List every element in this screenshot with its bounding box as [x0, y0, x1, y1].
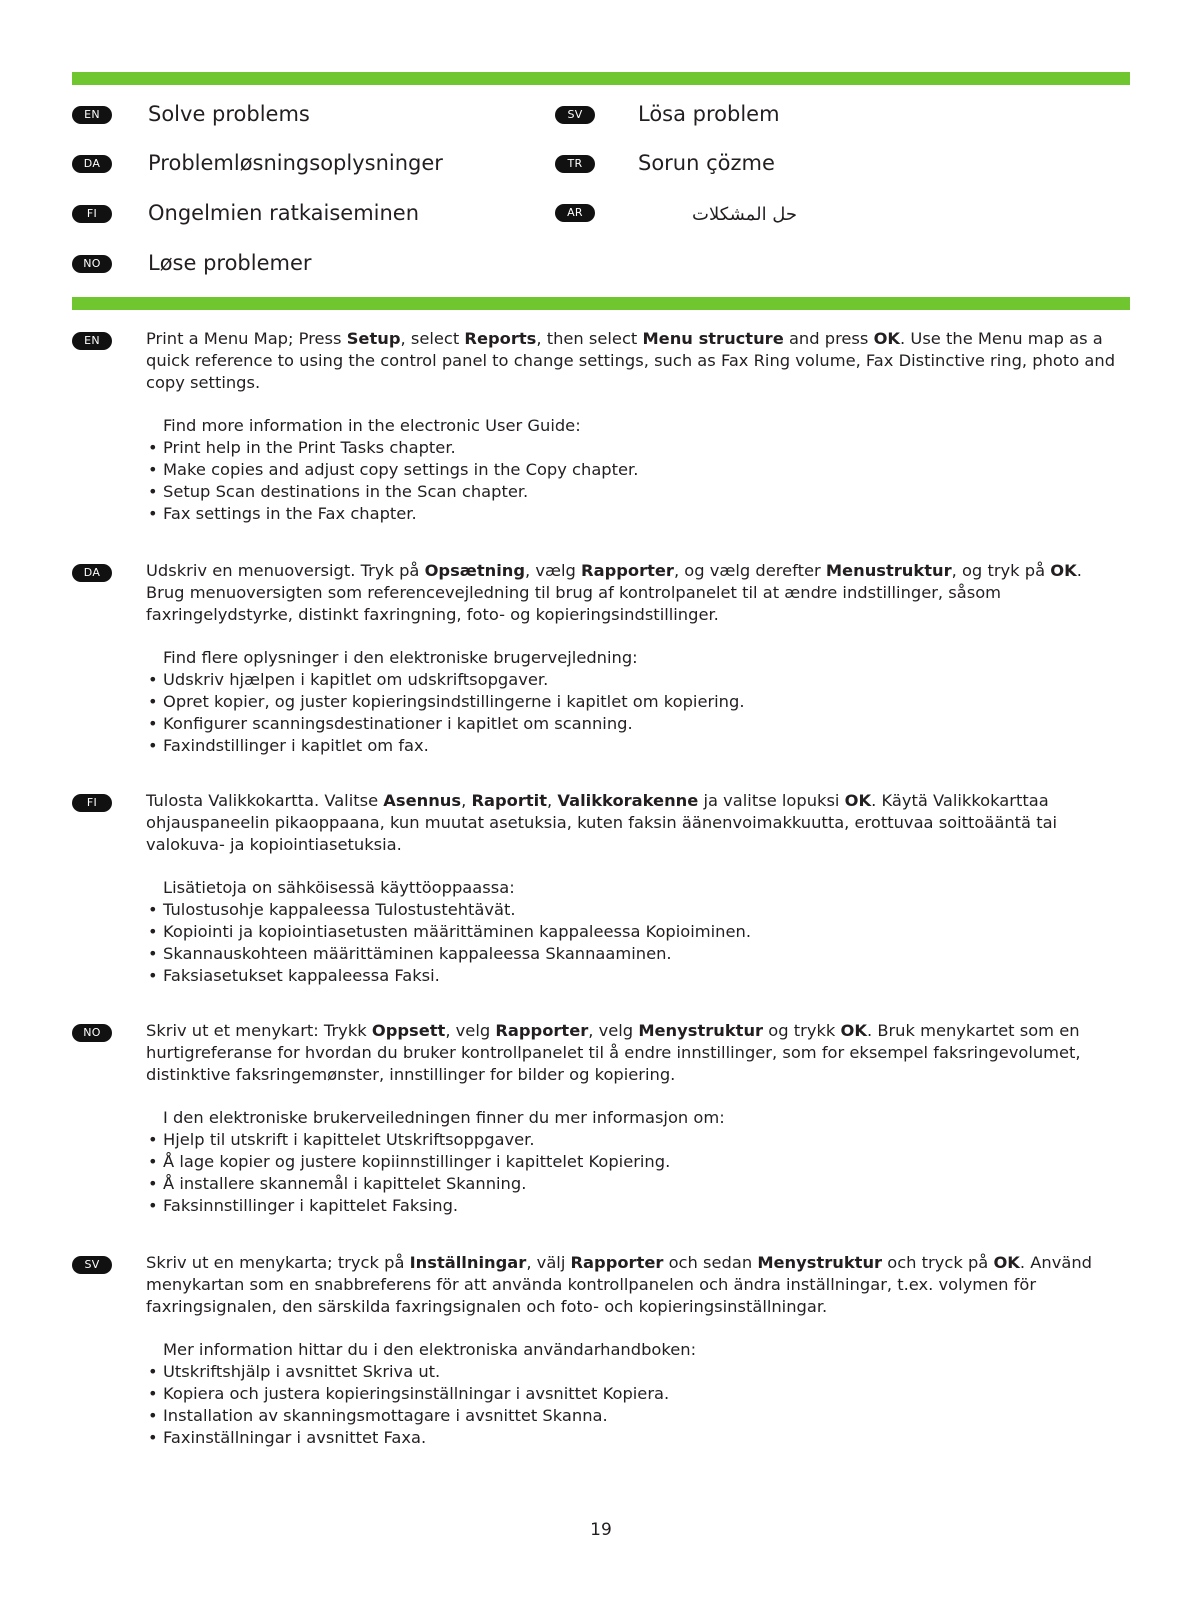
language-badge-fi: FI: [72, 205, 112, 223]
menu-command-text: Menu structure: [642, 329, 784, 348]
header-title-en: Solve problems: [148, 102, 310, 126]
header-bottom-rule: [72, 297, 1130, 310]
body-text: och sedan: [663, 1253, 758, 1272]
list-item: • Å lage kopier og justere kopiinnstillinger i kapittelet Kopiering.: [146, 1151, 1121, 1173]
section-en: [146, 328, 1121, 525]
header-title-fi: Ongelmien ratkaiseminen: [148, 201, 420, 225]
section-badge-da: DA: [72, 564, 112, 582]
section-sv: [146, 1252, 1121, 1449]
list-item: • Konfigurer scanningsdestinationer i kapitlet om scanning.: [146, 713, 1121, 735]
body-text: , then select: [536, 329, 643, 348]
list-item: • Hjelp til utskrift i kapittelet Utskriftsoppgaver.: [146, 1129, 1121, 1151]
body-text: ,: [547, 791, 558, 810]
section-badge-en: EN: [72, 332, 112, 350]
body-text: , välj: [526, 1253, 571, 1272]
bullet-list-sv: [146, 1361, 1121, 1449]
body-text: och tryck på: [882, 1253, 994, 1272]
section-da: [146, 560, 1121, 757]
body-text: . Använd menykartan som en snabbreferens för att använda kontrollpanelen och ändra inställningar, t.ex. volymen för faxringsignalen, den särskilda faxringsignalen och foto- och kopieringsinställningar.: [146, 1253, 1092, 1316]
menu-command-text: Rapporter: [570, 1253, 664, 1272]
section-intro-no: I den elektroniske brukerveiledningen finner du mer informasjon om:: [163, 1108, 725, 1127]
list-item: • Print help in the Print Tasks chapter.: [146, 437, 1121, 459]
menu-command-text: Rapporter: [581, 561, 674, 580]
body-text: Tulosta Valikkokartta. Valitse: [146, 791, 384, 810]
page-number: 19: [590, 1520, 612, 1540]
section-badge-fi: FI: [72, 794, 112, 812]
menu-command-text: Rapporter: [495, 1021, 589, 1040]
list-item: • Installation av skanningsmottagare i avsnittet Skanna.: [146, 1405, 1121, 1427]
body-text: . Käytä Valikkokarttaa ohjauspaneelin pikaoppaana, kun muutat asetuksia, kuten faksin äänenvoimakkuutta, erottuvaa soittoääntä tai valokuva- ja kopiointiasetuksia.: [146, 791, 1058, 854]
list-item: • Make copies and adjust copy settings in the Copy chapter.: [146, 459, 1121, 481]
list-item: • Kopiera och justera kopieringsinställningar i avsnittet Kopiera.: [146, 1383, 1121, 1405]
header-title-da: Problemløsningsoplysninger: [148, 151, 443, 175]
menu-command-text: Oppsett: [371, 1021, 446, 1040]
menu-command-text: Reports: [464, 329, 537, 348]
menu-command-text: Menystruktur: [757, 1253, 883, 1272]
body-text: and press: [783, 329, 874, 348]
bullet-list-fi: [146, 899, 1121, 987]
section-intro-da: Find flere oplysninger i den elektroniske brugervejledning:: [163, 648, 638, 667]
menu-command-text: OK: [993, 1253, 1020, 1272]
list-item: • Opret kopier, og juster kopieringsindstillingerne i kapitlet om kopiering.: [146, 691, 1121, 713]
body-text: , og tryk på: [951, 561, 1051, 580]
body-text: Print a Menu Map; Press: [146, 329, 347, 348]
section-fi: [146, 790, 1121, 987]
list-item: • Faksinnstillinger i kapittelet Faksing.: [146, 1195, 1121, 1217]
language-badge-sv: SV: [555, 106, 595, 124]
body-text: . Brug menuoversigten som referencevejledning til brug af kontrolpanelet til at ændre indstillinger, såsom faxringelydstyrke, distinkt faxringning, foto- og kopieringsindstillinger.: [146, 561, 1082, 624]
section-badge-no: NO: [72, 1024, 112, 1042]
body-text: Udskriv en menuoversigt. Tryk på: [146, 561, 425, 580]
body-text: , velg: [445, 1021, 496, 1040]
language-badge-da: DA: [72, 155, 112, 173]
language-badge-no: NO: [72, 255, 112, 273]
language-badge-ar: AR: [555, 204, 595, 222]
section-no: [146, 1020, 1121, 1217]
language-badge-tr: TR: [555, 155, 595, 173]
list-item: • Skannauskohteen määrittäminen kappaleessa Skannaaminen.: [146, 943, 1121, 965]
list-item: • Kopiointi ja kopiointiasetusten määrittäminen kappaleessa Kopioiminen.: [146, 921, 1121, 943]
list-item: • Å installere skannemål i kapittelet Skanning.: [146, 1173, 1121, 1195]
section-body-da: [146, 560, 1121, 626]
section-badge-sv: SV: [72, 1256, 112, 1274]
list-item: • Faksiasetukset kappaleessa Faksi.: [146, 965, 1121, 987]
list-item: • Setup Scan destinations in the Scan chapter.: [146, 481, 1121, 503]
body-text: ja valitse lopuksi: [698, 791, 845, 810]
body-text: , select: [400, 329, 465, 348]
section-intro-en: Find more information in the electronic User Guide:: [163, 416, 581, 435]
body-text: ,: [461, 791, 472, 810]
body-text: , velg: [588, 1021, 639, 1040]
section-intro-sv: Mer information hittar du i den elektroniska användarhandboken:: [163, 1340, 697, 1359]
header-title-sv: Lösa problem: [638, 102, 780, 126]
body-text: , vælg: [525, 561, 582, 580]
list-item: • Faxindstillinger i kapitlet om fax.: [146, 735, 1121, 757]
menu-command-text: Menustruktur: [825, 561, 952, 580]
header-title-no: Løse problemer: [148, 251, 312, 275]
menu-command-text: OK: [844, 791, 872, 810]
section-intro-fi: Lisätietoja on sähköisessä käyttöoppaassa:: [163, 878, 515, 897]
menu-command-text: Inställningar: [409, 1253, 527, 1272]
bullet-list-no: [146, 1129, 1121, 1217]
menu-command-text: Setup: [346, 329, 401, 348]
list-item: • Faxinställningar i avsnittet Faxa.: [146, 1427, 1121, 1449]
bullet-list-da: [146, 669, 1121, 757]
menu-command-text: Raportit: [471, 791, 548, 810]
body-text: Skriv ut et menykart: Trykk: [146, 1021, 372, 1040]
menu-command-text: OK: [840, 1021, 867, 1040]
list-item: • Udskriv hjælpen i kapitlet om udskriftsopgaver.: [146, 669, 1121, 691]
body-text: og trykk: [763, 1021, 841, 1040]
header-title-tr: Sorun çözme: [638, 151, 775, 175]
menu-command-text: OK: [873, 329, 901, 348]
body-text: , og vælg derefter: [673, 561, 826, 580]
list-item: • Utskriftshjälp i avsnittet Skriva ut.: [146, 1361, 1121, 1383]
section-body-fi: [146, 790, 1121, 856]
body-text: . Bruk menykartet som en hurtigreferanse for hvordan du bruker kontrollpanelet til å endre innstillinger, som for eksempel faksringevolumet, distinktive faksringemønster, innstillinger for bilder og kopiering.: [146, 1021, 1081, 1084]
menu-command-text: Valikkorakenne: [557, 791, 699, 810]
menu-command-text: Asennus: [383, 791, 462, 810]
section-body-sv: [146, 1252, 1121, 1318]
menu-command-text: OK: [1050, 561, 1077, 580]
section-body-no: [146, 1020, 1121, 1086]
list-item: • Tulostusohje kappaleessa Tulostustehtävät.: [146, 899, 1121, 921]
header-title-ar: حل المشكلات: [692, 204, 798, 225]
language-badge-en: EN: [72, 106, 112, 124]
body-text: . Use the Menu map as a quick reference to using the control panel to change settings, such as Fax Ring volume, Fax Distinctive ring, photo and copy settings.: [146, 329, 1116, 392]
body-text: Skriv ut en menykarta; tryck på: [146, 1253, 410, 1272]
header-top-rule: [72, 72, 1130, 85]
menu-command-text: Menystruktur: [638, 1021, 764, 1040]
list-item: • Fax settings in the Fax chapter.: [146, 503, 1121, 525]
bullet-list-en: [146, 437, 1121, 525]
menu-command-text: Opsætning: [424, 561, 526, 580]
section-body-en: [146, 328, 1121, 394]
